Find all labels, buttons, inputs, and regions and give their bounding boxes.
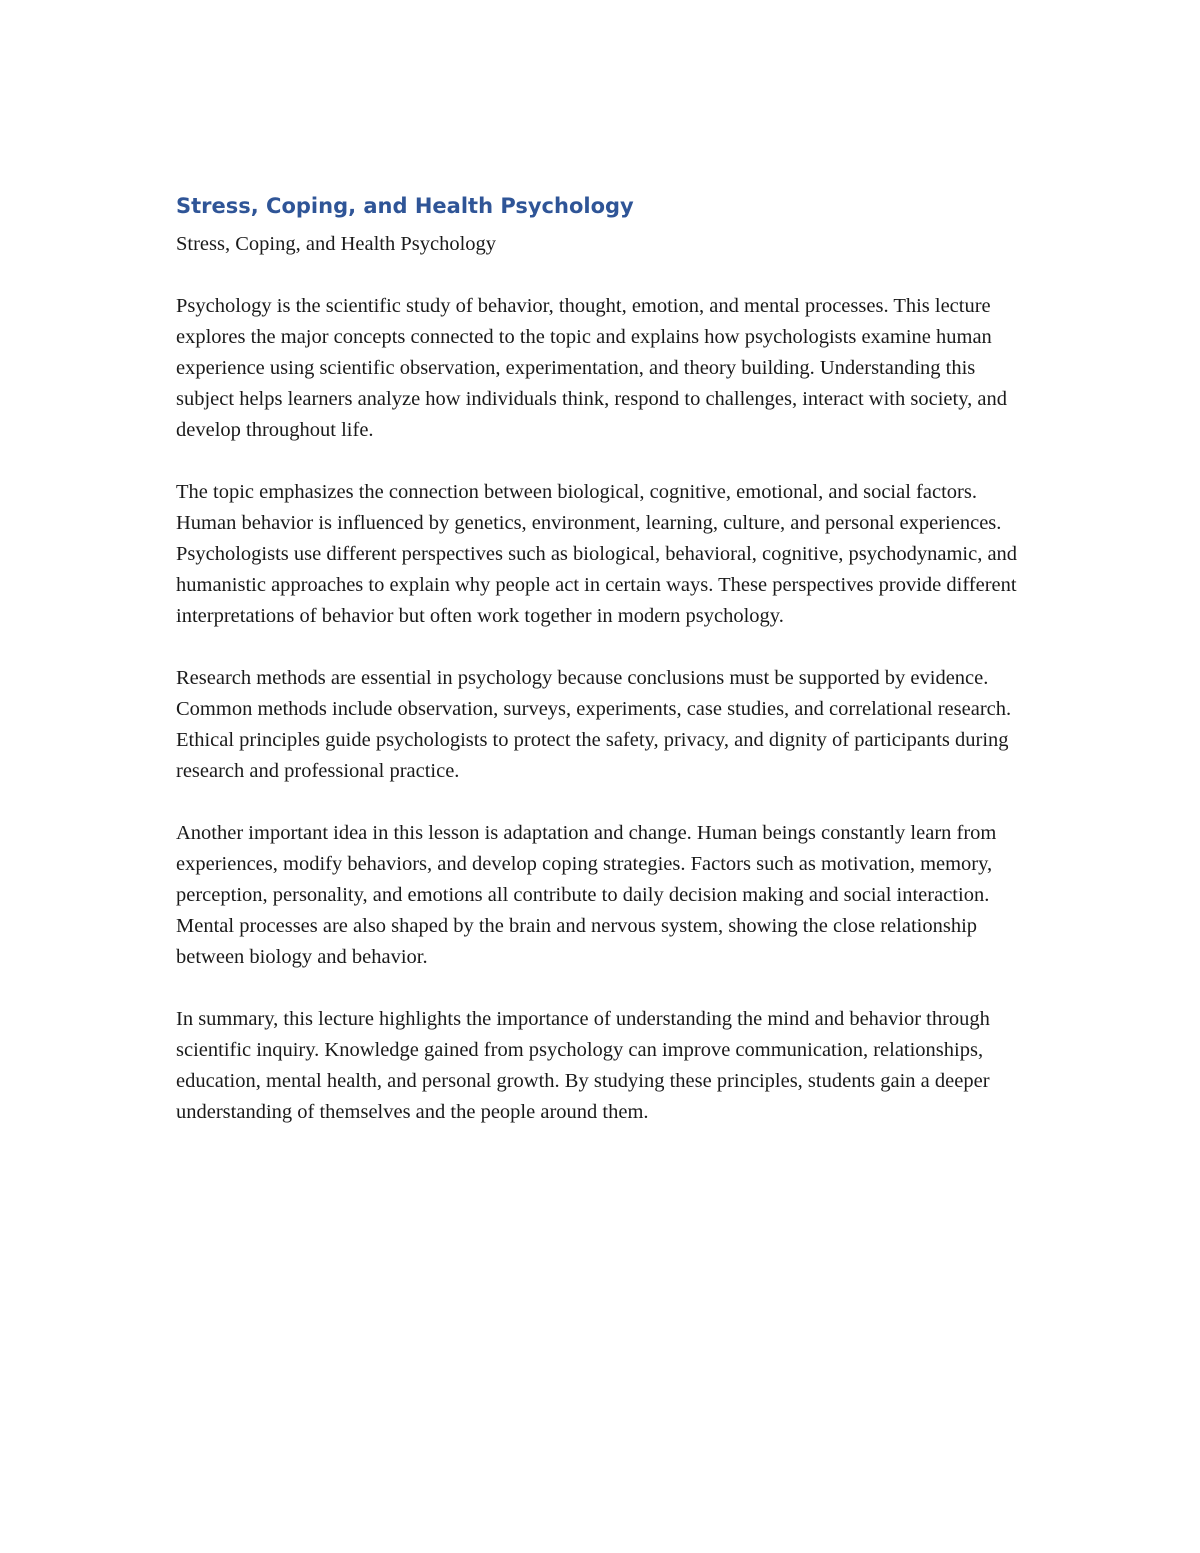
document-heading: Stress, Coping, and Health Psychology [176,194,634,218]
paragraph-perspectives: The topic emphasizes the connection between biological, cognitive, emotional, and social factors. Human behavior is influenced by genetics, environment, learning, culture, and personal experiences. Psychologists use different perspectives such as biological, behavioral, cognitive, psychodynamic, and humanistic approaches to explain why people act in certain ways. These perspectives provide different interpretations of behavior but often work together in modern psychology. [176,481,1018,627]
paragraph-intro: Psychology is the scientific study of behavior, thought, emotion, and mental processes. This lecture explores the major concepts connected to the topic and explains how psychologists examine human experience using scientific observation, experimentation, and theory building. Understanding this subject helps learners analyze how individuals think, respond to challenges, interact with society, and develop throughout life. [176,295,1007,441]
paragraph-adaptation: Another important idea in this lesson is adaptation and change. Human beings constantly learn from experiences, modify behaviors, and develop coping strategies. Factors such as motivation, memory, perception, personality, and emotions all contribute to daily decision making and social interaction. Mental processes are also shaped by the brain and nervous system, showing the close relationship between biology and behavior. [176,822,997,968]
document-subtitle: Stress, Coping, and Health Psychology [176,233,497,255]
paragraph-summary: In summary, this lecture highlights the importance of understanding the mind and behavior through scientific inquiry. Knowledge gained from psychology can improve communication, relationships, education, mental health, and personal growth. By studying these principles, students gain a deeper understanding of themselves and the people around them. [176,1008,990,1123]
paragraph-research-methods: Research methods are essential in psychology because conclusions must be supported by evidence. Common methods include observation, surveys, experiments, case studies, and correlational research. Ethical principles guide psychologists to protect the safety, privacy, and dignity of participants during research and professional practice. [176,667,1012,782]
document-body [176,190,1036,1159]
